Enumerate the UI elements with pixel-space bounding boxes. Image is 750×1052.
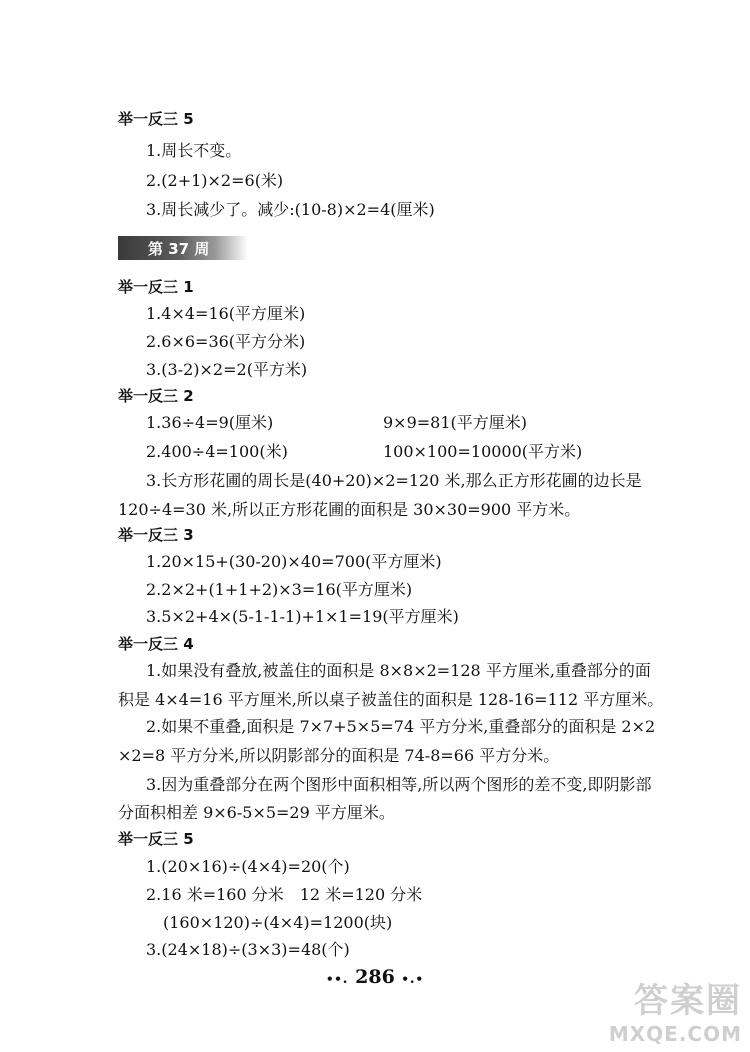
answer-line: 9×9=81(平方厘米) — [383, 413, 528, 432]
answer-line: 1.20×15+(30-20)×40=700(平方厘米) — [146, 552, 442, 571]
answer-line: 3.(24×18)÷(3×3)=48(个) — [146, 940, 350, 959]
section-heading: 举一反三 5 — [118, 110, 194, 128]
page-number: 286 — [355, 966, 395, 988]
section-heading: 举一反三 5 — [118, 830, 194, 848]
answer-line: 1.周长不变。 — [146, 141, 242, 160]
answer-line: 1.4×4=16(平方厘米) — [146, 304, 306, 323]
section-heading: 举一反三 2 — [118, 387, 194, 405]
answer-line: 2.6×6=36(平方分米) — [146, 332, 306, 351]
section-heading: 举一反三 3 — [118, 526, 194, 544]
paragraph-line: 3.因为重叠部分在两个图形中面积相等,所以两个图形的差不变,即阴影部 — [146, 775, 652, 794]
week-banner — [118, 236, 248, 260]
paragraph-line: 3.长方形花圃的周长是(40+20)×2=120 米,那么正方形花圃的边长是 — [146, 471, 642, 490]
answer-line: 2.(2+1)×2=6(米) — [146, 171, 284, 190]
paragraph-line: 120÷4=30 米,所以正方形花圃的面积是 30×30=900 平方米。 — [118, 500, 581, 519]
answer-line: 3.周长减少了。减少:(10-8)×2=4(厘米) — [146, 200, 435, 219]
paragraph-line: 分面积相差 9×6-5×5=29 平方厘米。 — [118, 803, 395, 822]
watermark-logo — [609, 973, 742, 1046]
answer-line: 1.36÷4=9(厘米) — [146, 413, 274, 432]
answer-line: 100×100=10000(平方米) — [383, 442, 583, 461]
dots-ornament-icon: ∙∙. — [326, 971, 349, 987]
answer-line: 1.(20×16)÷(4×4)=20(个) — [146, 857, 350, 876]
week-title: 第 37 周 — [148, 240, 210, 258]
answer-line: 3.(3-2)×2=2(平方米) — [146, 360, 308, 379]
paragraph-line: 1.如果没有叠放,被盖住的面积是 8×8×2=128 平方厘米,重叠部分的面 — [146, 661, 651, 680]
answer-line: 2.400÷4=100(米) — [146, 442, 288, 461]
paragraph-line: 积是 4×4=16 平方厘米,所以桌子被盖住的面积是 128-16=112 平方厘米。 — [118, 690, 664, 709]
paragraph-line: 2.如果不重叠,面积是 7×7+5×5=74 平方分米,重叠部分的面积是 2×2 — [146, 717, 656, 736]
answer-line: (160×120)÷(4×4)=1200(块) — [163, 913, 393, 932]
section-heading: 举一反三 4 — [118, 635, 194, 653]
section-heading: 举一反三 1 — [118, 278, 194, 296]
answer-line: 2.2×2+(1+1+2)×3=16(平方厘米) — [146, 580, 413, 599]
paragraph-line: ×2=8 平方分米,所以阴影部分的面积是 74-8=66 平方分米。 — [118, 746, 560, 765]
watermark-text: 答案圈 — [634, 981, 742, 1021]
dots-ornament-icon: ∙.∙ — [401, 971, 424, 987]
answer-line: 3.5×2+4×(5-1-1-1)+1×1=19(平方厘米) — [146, 607, 459, 626]
watermark-url: MXQE.COM — [608, 1022, 742, 1046]
answer-line: 2.16 米=160 分米 12 米=120 分米 — [146, 885, 423, 904]
